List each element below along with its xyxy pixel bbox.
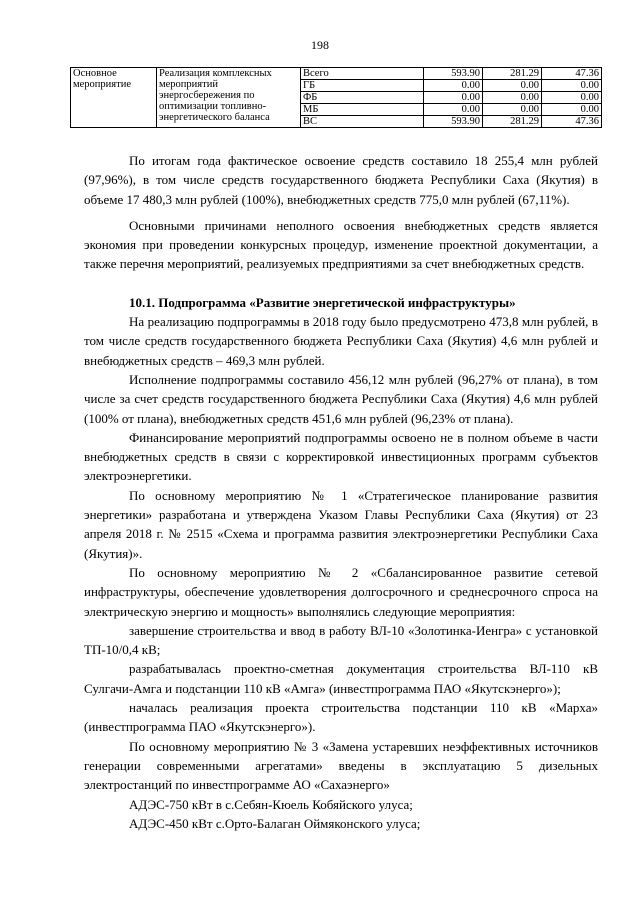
- paragraph: Исполнение подпрограммы составило 456,12 млн рублей (96,27% от плана), в том числе за счет средств государственного бюджета Республики Саха (Якутия) 4,6 млн рублей (100% от плана), внебюджетных средств 451,6 млн рублей (96,23% от плана).: [84, 371, 598, 426]
- table-cell-value: 0.00: [483, 104, 542, 116]
- list-item: разрабатывалась проектно-сметная документация строительства ВЛ-110 кВ Сулгачи-Амга и подстанции 110 кВ «Амга» (инвестпрограмма ПАО «Якутскэнерго»);: [84, 661, 598, 696]
- table-cell-value: 0.00: [424, 80, 483, 92]
- table-cell-value: 0.00: [542, 80, 602, 92]
- paragraph: На реализацию подпрограммы в 2018 году было предусмотрено 473,8 млн рублей, в том числе средств государственного бюджета Республики Саха (Якутия) 4,6 млн рублей и внебюджетных средств – 469,3 млн рублей.: [84, 314, 598, 368]
- table-cell-source: Всего: [301, 68, 424, 80]
- paragraph: По основному мероприятию № 2 «Сбалансированное развитие сетевой инфраструктуры, обеспечение удовлетворения долгосрочного и среднесрочного спроса на электрическую энергию и мощность» выполнялись следующие мероприятия:: [84, 564, 598, 619]
- table-cell-measure-name: Реализация комплексных мероприятий энергосбережения по оптимизации топливно-энергетического баланса: [157, 68, 301, 128]
- table-cell-value: 281.29: [483, 68, 542, 80]
- table-cell-source: ВС: [301, 116, 424, 128]
- table-cell-value: 0.00: [483, 80, 542, 92]
- table-cell-source: МБ: [301, 104, 424, 116]
- paragraph: По основному мероприятию № 3 «Замена устаревших неэффективных источников генерации современными агрегатами» введены в эксплуатацию 5 дизельных электростанций по инвестпрограмме АО «Сахаэнерго»: [84, 738, 598, 793]
- paragraph: Финансирование мероприятий подпрограммы освоено не в полном объеме в части внебюджетных средств в связи с корректировкой инвестиционных программ субъектов электроэнергетики.: [84, 429, 598, 484]
- table-cell-value: 0.00: [542, 104, 602, 116]
- table-cell-value: 47.36: [542, 68, 602, 80]
- table-cell-value: 0.00: [483, 92, 542, 104]
- list-item: завершение строительства и ввод в работу ВЛ-10 «Золотинка-Иенгра» с установкой ТП-10/0,4 кВ;: [84, 622, 598, 658]
- table-cell-source: ГБ: [301, 80, 424, 92]
- table-cell-source: ФБ: [301, 92, 424, 104]
- table-cell-value: 281.29: [483, 116, 542, 128]
- table-cell-value: 0.00: [424, 104, 483, 116]
- paragraph: Основными причинами неполного освоения внебюджетных средств является экономия при проведении конкурсных процедур, изменение проектной документации, а также перечня мероприятий, реализуемых предприятиями за счет внебюджетных средств.: [84, 217, 598, 272]
- section-heading: 10.1. Подпрограмма «Развитие энергетической инфраструктуры»: [129, 294, 516, 310]
- table-cell-value: 47.36: [542, 116, 602, 128]
- table-row: [71, 68, 602, 80]
- paragraph: По основному мероприятию № 1 «Стратегическое планирование развития энергетики» разработана и утверждена Указом Главы Республики Саха (Якутия) от 23 апреля 2018 г. № 2515 «Схема и программа развития электроэнергетики Республики Саха (Якутия)».: [84, 487, 598, 561]
- list-item: началась реализация проекта строительства подстанции 110 кВ «Марха» (инвестпрограмма ПАО «Якутскэнерго»).: [84, 700, 598, 735]
- funding-table: [70, 67, 602, 128]
- paragraph: По итогам года фактическое освоение средств составило 18 255,4 млн рублей (97,96%), в том числе средств государственного бюджета Республики Саха (Якутия) в объеме 17 480,3 млн рублей (100%), внебюджетных средств 775,0 млн рублей (67,11%).: [84, 153, 598, 207]
- list-item: АДЭС-750 кВт в с.Себян-Кюель Кобяйского улуса;: [129, 796, 413, 812]
- table-cell-measure-type: Основное мероприятие: [71, 68, 157, 128]
- list-item: АДЭС-450 кВт с.Орто-Балаган Оймяконского улуса;: [129, 815, 421, 831]
- table-cell-value: 0.00: [424, 92, 483, 104]
- table-cell-value: 593.90: [424, 68, 483, 80]
- table-cell-value: 593.90: [424, 116, 483, 128]
- page-number: 198: [311, 38, 329, 52]
- document-body: [84, 151, 598, 833]
- table-cell-value: 0.00: [542, 92, 602, 104]
